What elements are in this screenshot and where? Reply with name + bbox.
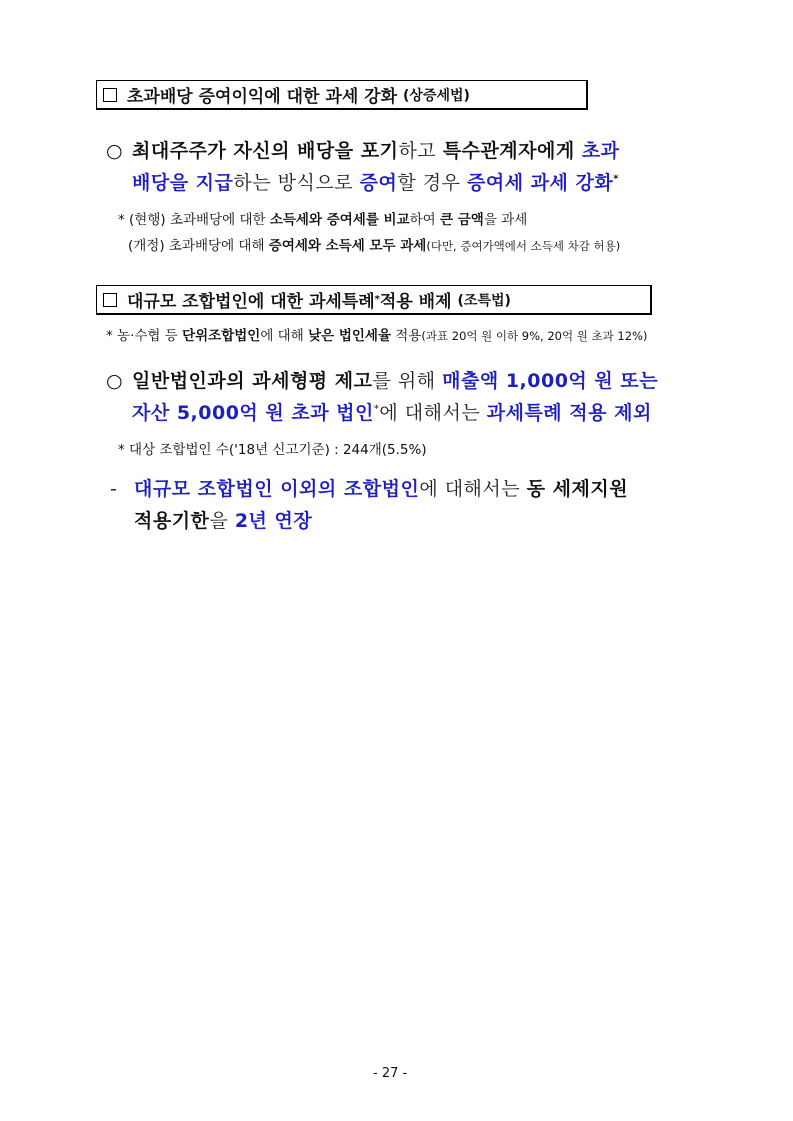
section1-note-current: * (현행) 초과배당에 대한 소득세와 증여세를 비교하여 큰 금액을 과세 bbox=[118, 212, 528, 228]
section2-title: 대규모 조합법인에 대한 과세특례 bbox=[127, 292, 375, 312]
section2-note-count: * 대상 조합법인 수('18년 신고기준) : 244개(5.5%) bbox=[118, 442, 427, 458]
section2-dash-line2: 적용기한을 2년 연장 bbox=[134, 510, 313, 532]
page-number: - 27 - bbox=[373, 1066, 408, 1081]
section2-bullet-line1: ○ 일반법인과의 과세형평 제고를 위해 매출액 1,000억 원 또는 bbox=[106, 370, 659, 392]
section2-header: 대규모 조합법인에 대한 과세특례 * 적용 배제 (조특법) bbox=[96, 285, 652, 315]
section1-bullet-line1: ○ 최대주주가 자신의 배당을 포기하고 특수관계자에게 초과 bbox=[106, 140, 620, 162]
checkbox-square-icon bbox=[103, 293, 117, 307]
section1-note-revised: (개정) 초과배당에 대해 증여세와 소득세 모두 과세(다만, 증여가액에서 소득세 차감 허용) bbox=[128, 238, 621, 254]
section1-header bbox=[96, 80, 588, 110]
section2-law: (조특법) bbox=[457, 292, 511, 309]
bullet-circle-icon: ○ bbox=[106, 370, 124, 392]
section1-title: 초과배당 증여이익에 대한 과세 강화 bbox=[127, 87, 398, 107]
dash-marker: - bbox=[110, 478, 118, 500]
section1-bullet-line2: 배당을 지급하는 방식으로 증여할 경우 증여세 과세 강화* bbox=[132, 172, 619, 194]
section2-footnote: * 농·수협 등 단위조합법인에 대해 낮은 법인세율 적용(과표 20억 원 이하 9%, 20억 원 초과 12%) bbox=[106, 328, 648, 344]
section2-bullet-line2: 자산 5,000억 원 초과 법인*에 대해서는 과세특례 적용 제외 bbox=[132, 402, 652, 424]
checkbox-square-icon bbox=[103, 88, 117, 102]
section1-law: (상증세법) bbox=[403, 87, 470, 104]
bullet-circle-icon: ○ bbox=[106, 140, 124, 162]
section2-dash-line1: - 대규모 조합법인 이외의 조합법인에 대해서는 동 세제지원 bbox=[110, 478, 629, 500]
